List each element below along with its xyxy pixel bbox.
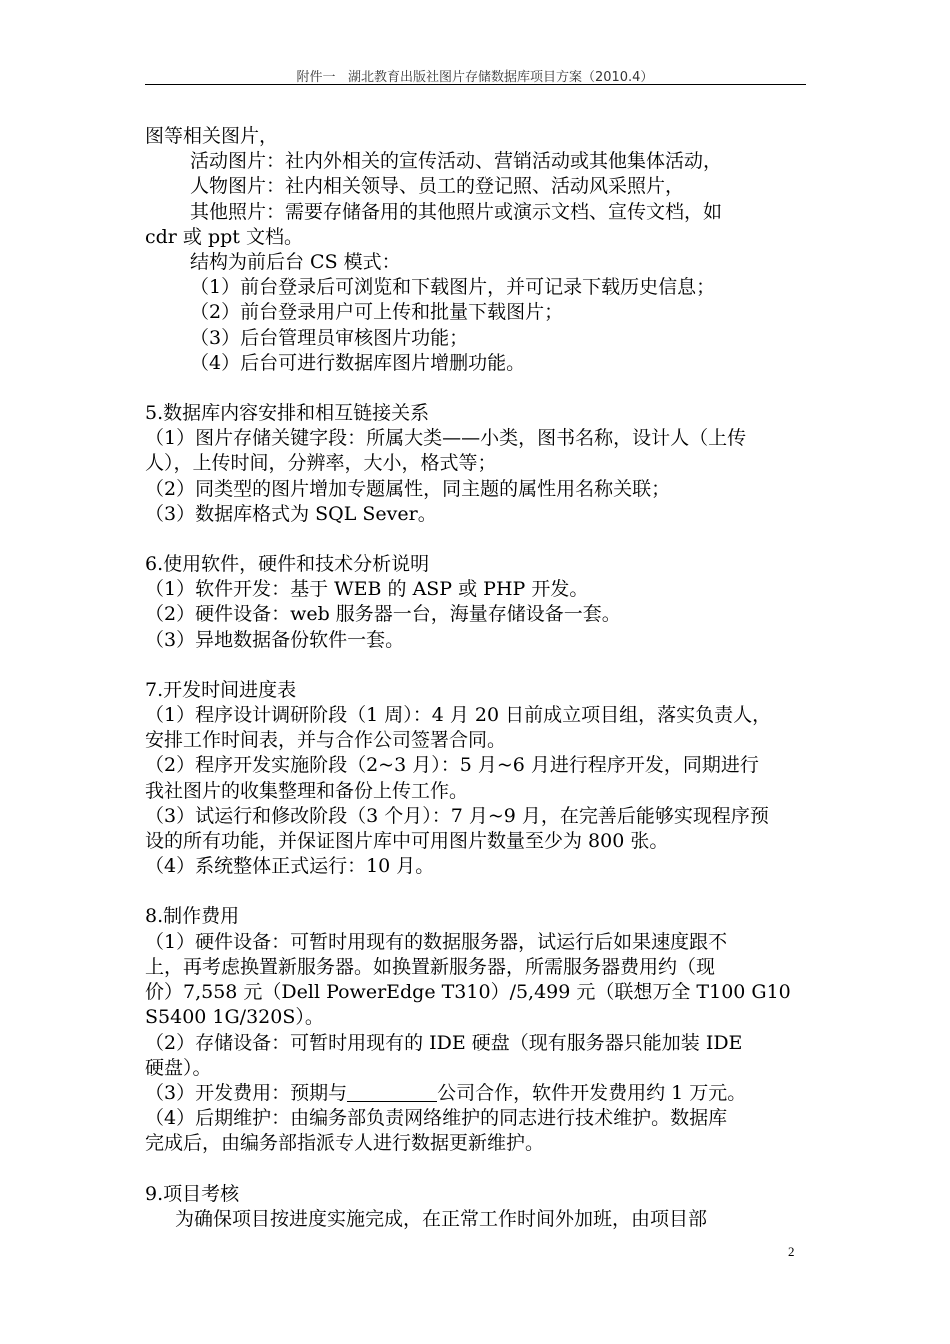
body-line: （4）后期维护：由编务部负责网络维护的同志进行技术维护。数据库 xyxy=(145,1107,728,1130)
body-line: （1）程序设计调研阶段（1 周）：4 月 20 日前成立项目组，落实负责人， xyxy=(145,704,772,727)
section-5-title: 5.数据库内容安排和相互链接关系 xyxy=(145,402,430,425)
body-line: 其他照片：需要存储备用的其他照片或演示文档、宣传文档，如 xyxy=(190,200,723,223)
section-6-title: 6.使用软件，硬件和技术分析说明 xyxy=(145,553,430,576)
document-body xyxy=(145,124,806,1232)
paragraph-gap xyxy=(145,527,806,552)
body-line: 完成后，由编务部指派专人进行数据更新维护。 xyxy=(145,1132,545,1155)
body-line: （3）试运行和修改阶段（3 个月）：7 月~9 月，在完善后能够实现程序预 xyxy=(145,804,769,827)
list-item: （1）前台登录后可浏览和下载图片，并可记录下载历史信息； xyxy=(190,276,716,299)
dev-cost-text-before: （3）开发费用：预期与 xyxy=(145,1081,348,1104)
page-header: 附件一 湖北教育出版社图片存储数据库项目方案（2010.4） xyxy=(296,70,654,85)
body-line: 设的所有功能，并保证图片库中可用图片数量至少为 800 张。 xyxy=(145,830,669,853)
body-line: 上，再考虑换置新服务器。如换置新服务器，所需服务器费用约（现 xyxy=(145,955,716,978)
body-line: （1）硬件设备：可暂时用现有的数据服务器，试运行后如果速度跟不 xyxy=(145,930,728,953)
body-line: 硬盘）。 xyxy=(145,1056,212,1079)
body-line: （2）程序开发实施阶段（2~3 月）：5 月~6 月进行程序开发，同期进行 xyxy=(145,754,759,777)
section-9-title: 9.项目考核 xyxy=(145,1182,240,1205)
body-line: 人），上传时间，分辨率，大小，格式等； xyxy=(145,452,497,475)
body-line: （1）图片存储关键字段：所属大类——小类，图书名称，设计人（上传 xyxy=(145,427,747,450)
body-line: （2）存储设备：可暂时用现有的 IDE 硬盘（现有服务器只能加装 IDE xyxy=(145,1031,743,1054)
body-line: （2）同类型的图片增加专题属性，同主题的属性用名称关联； xyxy=(145,477,671,500)
body-line: 图等相关图片， xyxy=(145,125,279,147)
body-line: 安排工作时间表，并与合作公司签署合同。 xyxy=(145,729,507,752)
paragraph-gap xyxy=(145,879,806,904)
body-line: 活动图片：社内外相关的宣传活动、营销活动或其他集体活动， xyxy=(190,150,723,173)
dev-cost-text-after: 公司合作，软件开发费用约 1 万元。 xyxy=(437,1081,747,1104)
body-line: 人物图片：社内相关领导、员工的登记照、活动风采照片， xyxy=(190,175,685,198)
list-item: （4）后台可进行数据库图片增删功能。 xyxy=(190,351,526,374)
section-8-title: 8.制作费用 xyxy=(145,905,240,928)
body-line: 结构为前后台 CS 模式： xyxy=(190,251,401,274)
body-line: （2）硬件设备：web 服务器一台，海量存储设备一套。 xyxy=(145,603,621,626)
company-blank-underline xyxy=(347,1083,437,1102)
body-line: 为确保项目按进度实施完成，在正常工作时间外加班，由项目部 xyxy=(175,1207,708,1230)
body-line: cdr 或 ppt 文档。 xyxy=(145,225,303,248)
paragraph-gap xyxy=(145,653,806,678)
list-item: （2）前台登录用户可上传和批量下载图片； xyxy=(190,301,564,324)
dev-cost-line xyxy=(145,1081,806,1106)
page-number: 2 xyxy=(788,1244,795,1259)
list-item: （3）后台管理员审核图片功能； xyxy=(190,326,469,349)
body-line: 价）7,558 元（Dell PowerEdge T310）/5,499 元（联想万全 T100 G10 xyxy=(145,981,791,1004)
body-line: 我社图片的收集整理和备份上传工作。 xyxy=(145,779,469,802)
header-rule xyxy=(145,84,806,85)
section-7-title: 7.开发时间进度表 xyxy=(145,678,297,701)
paragraph-gap xyxy=(145,376,806,401)
paragraph-gap xyxy=(145,1157,806,1182)
body-line: （4）系统整体正式运行：10 月。 xyxy=(145,855,435,878)
body-line: （3）数据库格式为 SQL Sever。 xyxy=(145,502,437,525)
body-line: S5400 1G/320S）。 xyxy=(145,1006,324,1029)
body-line: （3）异地数据备份软件一套。 xyxy=(145,628,405,651)
body-line: （1）软件开发：基于 WEB 的 ASP 或 PHP 开发。 xyxy=(145,578,589,601)
